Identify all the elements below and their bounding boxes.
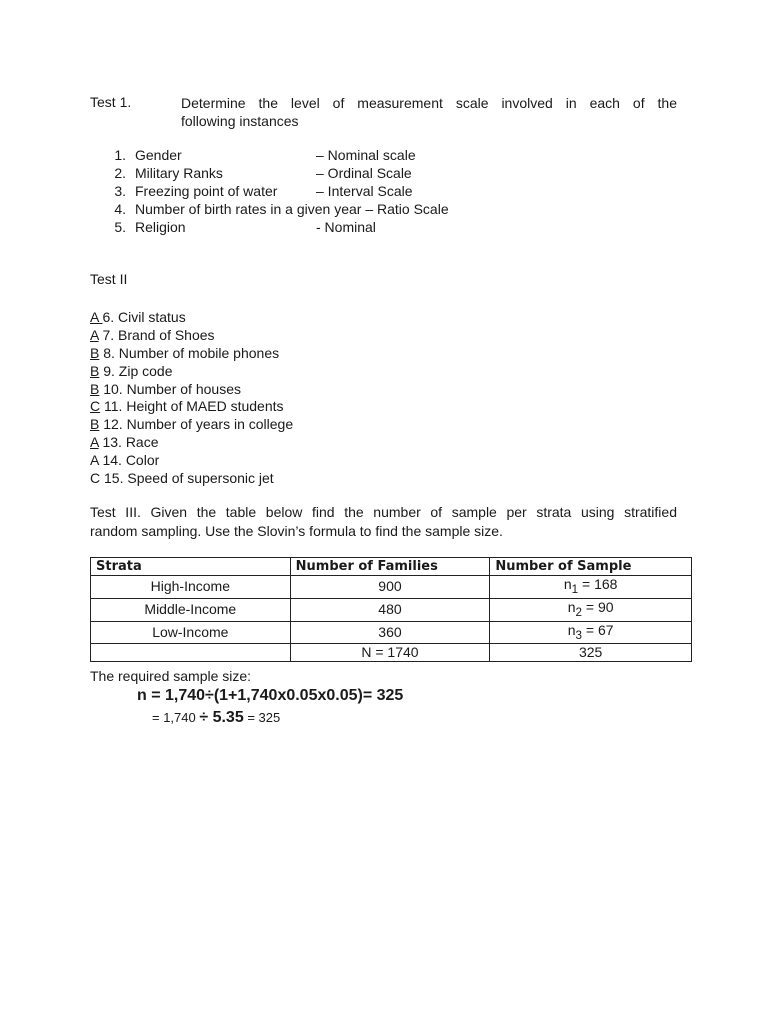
calc-divisor: ÷ 5.35 — [199, 709, 244, 726]
item-text: Gender — [135, 147, 182, 163]
item-number: 2. — [114, 165, 126, 181]
item-text: 10. Number of houses — [99, 380, 241, 397]
answer-letter: A — [90, 452, 99, 469]
slovin-formula: n = 1,740÷(1+1,740x0.05x0.05)= 325 — [137, 687, 404, 704]
list-item — [90, 451, 293, 469]
test1-label: Test 1. — [90, 94, 132, 110]
list-item — [90, 308, 293, 326]
item-text: Religion — [135, 219, 186, 235]
column-header: Strata — [91, 558, 291, 576]
test1-list — [108, 146, 528, 236]
test3-instruction-line1: Test III. Given the table below find the number of sample per strata using stratified — [90, 504, 677, 520]
test3-instruction — [90, 503, 677, 541]
answer-letter: C — [90, 470, 101, 487]
test3-instruction-line2: random sampling. Use the Slovin’s formula to find the sample size. — [90, 523, 503, 539]
list-item — [90, 433, 293, 451]
sample-base: n — [567, 621, 576, 638]
test2-title: Test II — [90, 271, 128, 287]
list-item — [90, 415, 293, 433]
calc-prefix: = 1,740 — [152, 710, 200, 725]
item-scale: – Ordinal Scale — [316, 165, 412, 181]
sample-value: = 67 — [582, 621, 614, 638]
list-item — [90, 326, 293, 344]
families-total-cell: N = 1740 — [290, 644, 490, 662]
item-text: 7. Brand of Shoes — [98, 326, 215, 343]
table-header-row — [91, 558, 692, 576]
answer-letter: B — [90, 380, 100, 397]
item-text: 8. Number of mobile phones — [99, 344, 280, 361]
item-scale: – Nominal scale — [316, 147, 416, 163]
item-number: 4. — [114, 201, 126, 217]
list-item — [108, 164, 528, 182]
item-text: Freezing point of water — [135, 183, 278, 199]
test1-instruction-line1: Determine the level of measurement scale involved in each of the — [181, 95, 677, 111]
answer-letter: A — [90, 309, 103, 325]
answer-letter: B — [90, 362, 100, 379]
families-cell: 480 — [290, 598, 490, 621]
item-text: Number of birth rates in a given year – Ratio Scale — [135, 201, 449, 217]
item-number: 1. — [114, 147, 126, 163]
item-number: 3. — [114, 183, 126, 199]
calc-result: = 325 — [243, 710, 281, 725]
item-scale: - Nominal — [316, 219, 376, 235]
sample-base: n — [563, 576, 572, 592]
column-header: Number of Families — [290, 558, 490, 576]
table-row — [91, 598, 692, 621]
item-scale: – Interval Scale — [316, 183, 413, 199]
required-sample-label: The required sample size: — [90, 668, 252, 684]
families-cell: 360 — [290, 621, 490, 644]
answer-letter: A — [90, 434, 99, 451]
table-row-total — [91, 644, 692, 662]
list-item — [108, 146, 528, 164]
test2-list — [90, 308, 293, 487]
answer-letter: A — [90, 326, 99, 343]
answer-letter: B — [90, 344, 100, 361]
strata-cell: High-Income — [91, 576, 291, 599]
families-cell: 900 — [290, 576, 490, 599]
item-text: 11. Height of MAED students — [100, 398, 284, 415]
sample-value: = 90 — [582, 598, 614, 615]
sample-cell — [490, 621, 692, 644]
strata-cell: Low-Income — [91, 621, 291, 644]
table-row — [91, 576, 692, 599]
answer-letter: C — [90, 398, 101, 415]
list-item — [90, 362, 293, 380]
strata-cell — [91, 644, 291, 662]
sample-value: = 168 — [578, 576, 618, 592]
item-text: 6. Civil status — [102, 309, 186, 325]
column-header: Number of Sample — [490, 558, 692, 576]
sample-total-cell: 325 — [490, 644, 692, 662]
item-text: 14. Color — [98, 452, 160, 469]
sample-cell — [490, 598, 692, 621]
test1-instruction — [181, 94, 677, 130]
list-item — [90, 380, 293, 398]
item-text: Military Ranks — [135, 165, 223, 181]
sample-cell — [490, 576, 692, 599]
item-text: 9. Zip code — [99, 362, 173, 379]
list-item — [90, 344, 293, 362]
list-item — [108, 182, 528, 200]
test1-instruction-line2: following instances — [181, 113, 299, 129]
item-text: 12. Number of years in college — [99, 416, 294, 433]
calculation-line — [152, 709, 280, 727]
item-text: 13. Race — [98, 434, 159, 451]
list-item — [108, 218, 528, 236]
list-item — [90, 469, 293, 487]
strata-cell: Middle-Income — [91, 598, 291, 621]
list-item — [90, 397, 293, 415]
list-item — [108, 200, 528, 218]
answer-letter: B — [90, 416, 100, 433]
sample-subscript: 1 — [571, 582, 579, 596]
strata-table — [90, 557, 692, 662]
table-row — [91, 621, 692, 644]
sample-subscript: 2 — [575, 605, 583, 619]
sample-subscript: 3 — [575, 628, 583, 642]
sample-base: n — [567, 598, 576, 615]
item-text: 15. Speed of supersonic jet — [100, 470, 274, 487]
item-number: 5. — [114, 219, 126, 235]
